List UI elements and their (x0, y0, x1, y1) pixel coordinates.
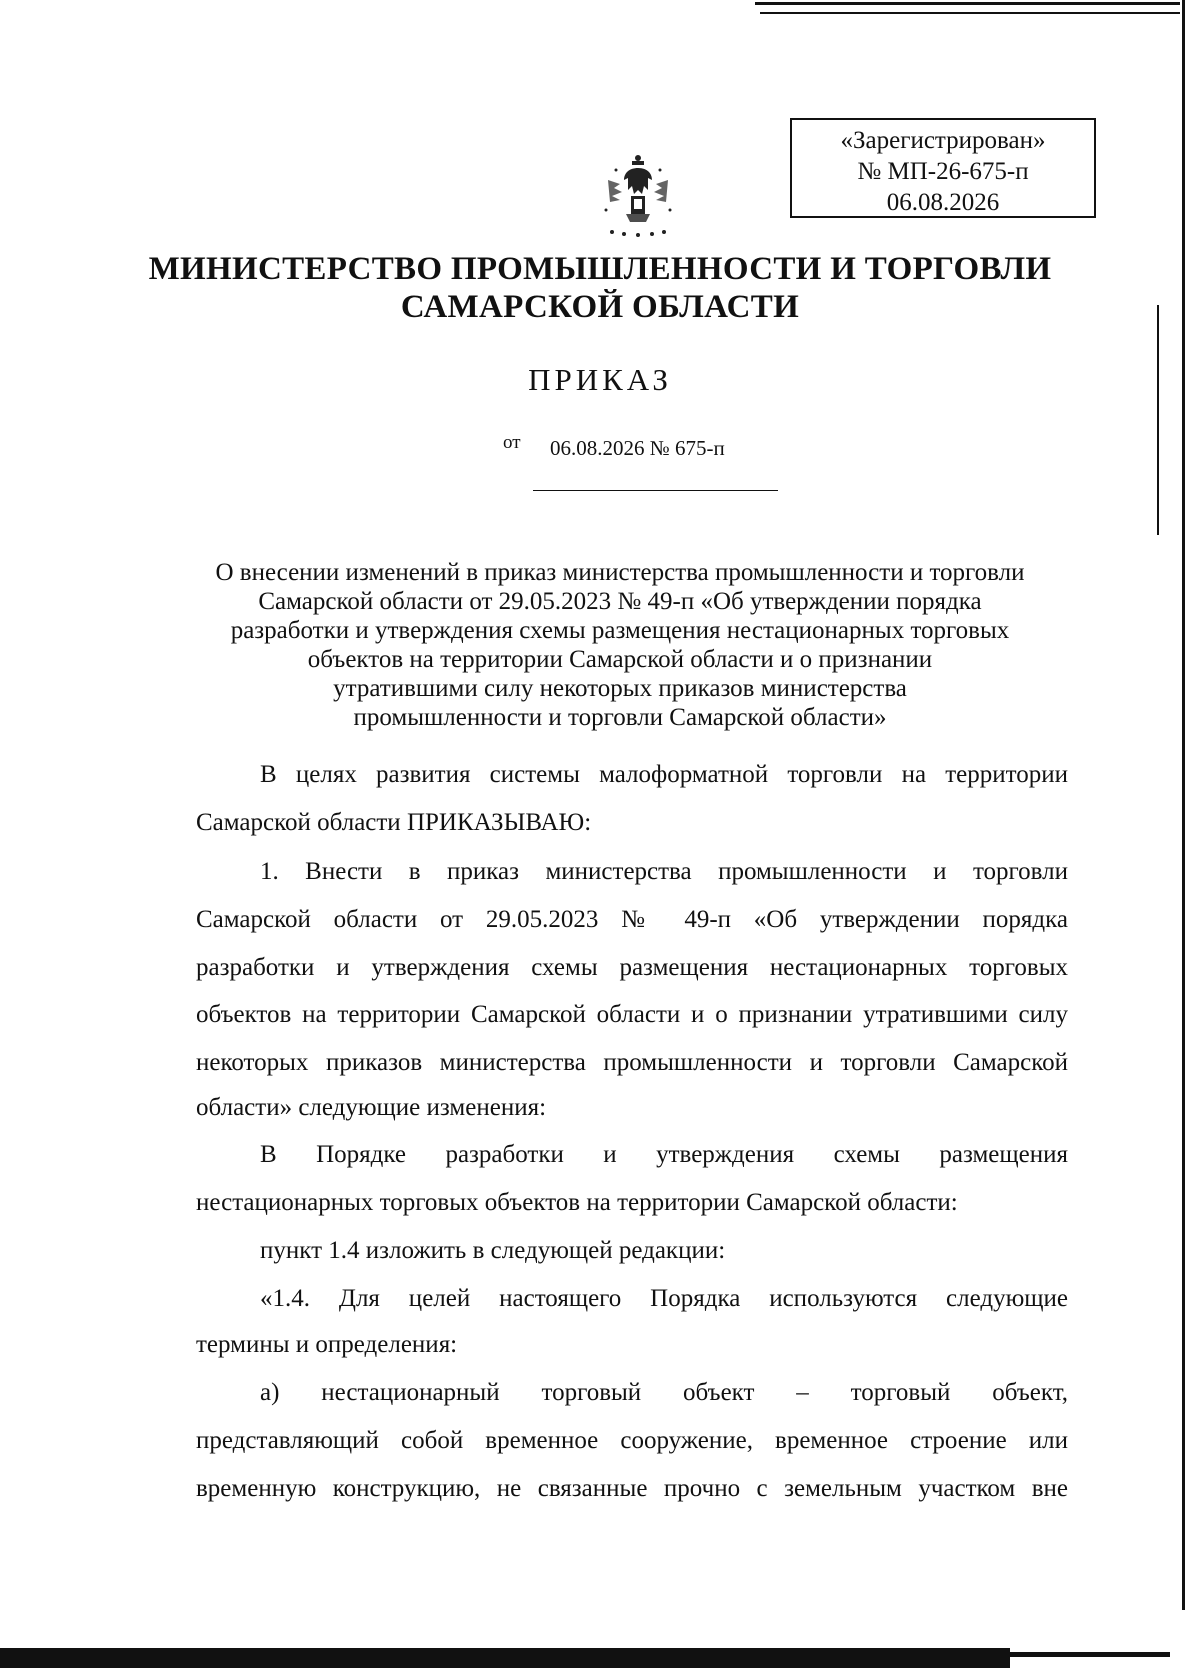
order-date-number: 06.08.2026 № 675-п (550, 436, 725, 460)
scan-edge-top-inner (760, 12, 1180, 14)
order-from-label: от (503, 432, 521, 453)
body-line: области» следующие изменения: (196, 1094, 547, 1121)
scan-edge-right (1182, 0, 1185, 1610)
registration-status: «Зарегистрирован» (840, 127, 1046, 154)
order-title: ПРИКАЗ (528, 362, 672, 397)
body-line: представляющий собой временное сооружение, временное строение или (196, 1427, 1068, 1454)
body-line: некоторых приказов министерства промышленности и торговли Самарской (196, 1049, 1068, 1076)
subject-line: промышленности и торговли Самарской области» (353, 704, 887, 731)
registration-stamp (790, 118, 1096, 218)
body-line: пункт 1.4 изложить в следующей редакции: (260, 1237, 726, 1264)
body-line: 1. Внести в приказ министерства промышленности и торговли (260, 858, 1068, 885)
scan-edge-bottom-right (1010, 1652, 1170, 1657)
body-line: В Порядке разработки и утверждения схемы размещения (260, 1141, 1068, 1168)
body-line: разработки и утверждения схемы размещения нестационарных торговых (196, 954, 1068, 981)
scan-edge-bottom (0, 1648, 1010, 1668)
body-line: термины и определения: (196, 1331, 458, 1358)
body-line: «1.4. Для целей настоящего Порядка используются следующие (260, 1285, 1068, 1312)
body-line: нестационарных торговых объектов на территории Самарской области: (196, 1189, 958, 1216)
scan-edge-mark (1157, 305, 1159, 535)
subject-line: объектов на территории Самарской области и о признании (307, 646, 933, 673)
body-line: объектов на территории Самарской области и о признании утратившими силу (196, 1001, 1068, 1028)
coat-of-arms-icon (598, 150, 678, 240)
ministry-name-line2: САМАРСКОЙ ОБЛАСТИ (400, 289, 800, 325)
scan-edge-top (755, 2, 1180, 5)
subject-line: Самарской области от 29.05.2023 № 49-п «Об утверждении порядка (258, 588, 982, 615)
body-line: временную конструкцию, не связанные прочно с земельным участком вне (196, 1475, 1068, 1502)
ministry-name-line1: МИНИСТЕРСТВО ПРОМЫШЛЕННОСТИ И ТОРГОВЛИ (148, 251, 1052, 287)
body-line: а) нестационарный торговый объект – торговый объект, (260, 1379, 1068, 1406)
body-line: Самарской области от 29.05.2023 № 49-п «Об утверждении порядка (196, 906, 1068, 933)
order-underline (533, 490, 778, 491)
registration-number: № МП-26-675-п (857, 158, 1029, 185)
body-line: Самарской области ПРИКАЗЫВАЮ: (196, 809, 592, 836)
order-subject (170, 558, 1070, 732)
subject-line: О внесении изменений в приказ министерства промышленности и торговли (215, 559, 1025, 586)
registration-date: 06.08.2026 (886, 189, 1000, 216)
subject-line: утратившими силу некоторых приказов министерства (333, 675, 907, 702)
subject-line: разработки и утверждения схемы размещения нестационарных торговых (230, 617, 1010, 644)
body-line: В целях развития системы малоформатной торговли на территории (260, 761, 1068, 788)
